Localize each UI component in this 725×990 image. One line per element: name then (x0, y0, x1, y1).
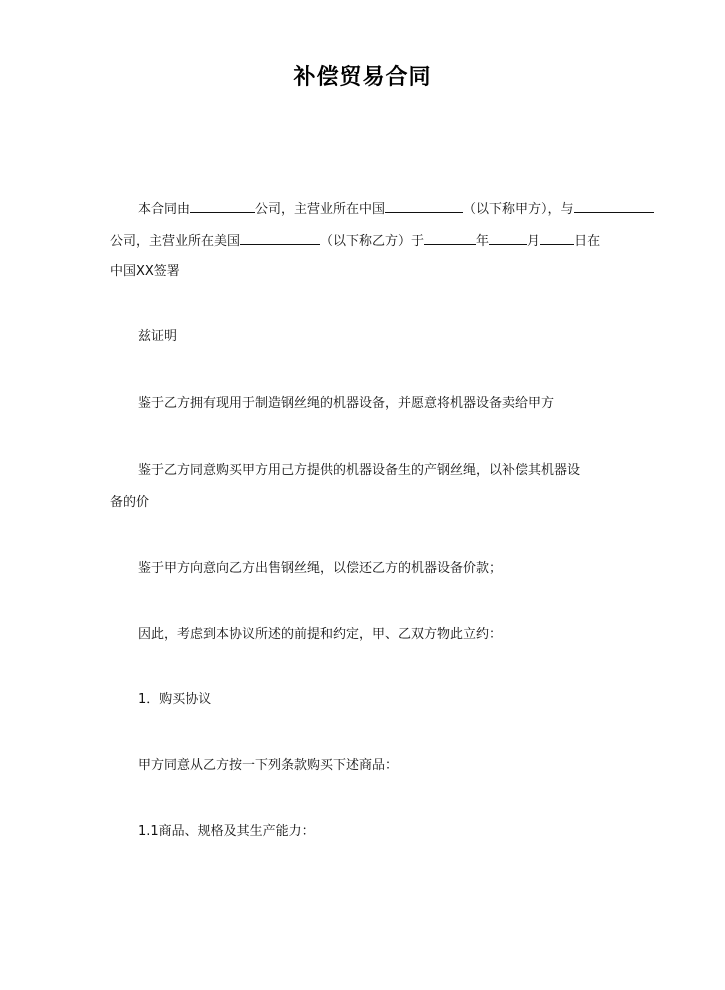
blank-address-china (385, 200, 463, 213)
blank-address-usa (240, 232, 320, 245)
preamble-line-3: 中国XX签署 (110, 264, 180, 279)
preamble-text: 年 (476, 234, 490, 249)
recital-2-line-1: 鉴于乙方同意购买甲方用己方提供的机器设备生的产钢丝绳，以补偿其机器设 (138, 463, 581, 478)
witness-paragraph: 兹证明 (138, 329, 178, 344)
recital-3: 鉴于甲方向意向乙方出售钢丝绳，以偿还乙方的机器设备价款； (138, 561, 503, 576)
section-1-text: 甲方同意从乙方按一下列条款购买下述商品： (138, 758, 399, 773)
preamble-line-1 (138, 200, 654, 218)
preamble-text: 公司，主营业所在美国 (110, 234, 241, 249)
preamble-text: 本合同由 (138, 202, 191, 217)
section-1-1-heading: 1.1商品、规格及其生产能力： (138, 824, 315, 839)
blank-month (489, 232, 527, 245)
blank-year (424, 232, 476, 245)
blank-day (540, 232, 574, 245)
preamble-text: （以下称乙方）于 (320, 234, 425, 249)
blank-company-a (190, 200, 255, 213)
preamble-line-2 (110, 232, 600, 250)
recital-2-line-2: 备的价 (110, 495, 150, 510)
blank-company-b (574, 200, 654, 213)
preamble-text: 公司，主营业所在中国 (255, 202, 386, 217)
document-title: 补偿贸易合同 (293, 65, 432, 90)
preamble-text: 日在 (574, 234, 601, 249)
recital-1: 鉴于乙方拥有现用于制造钢丝绳的机器设备，并愿意将机器设备卖给甲方 (138, 396, 555, 411)
preamble-text: （以下称甲方），与 (463, 202, 574, 217)
preamble-text: 月 (527, 234, 541, 249)
agreement-statement: 因此，考虑到本协议所述的前提和约定，甲、乙双方物此立约： (138, 627, 503, 642)
section-1-heading: 1．购买协议 (138, 692, 212, 707)
